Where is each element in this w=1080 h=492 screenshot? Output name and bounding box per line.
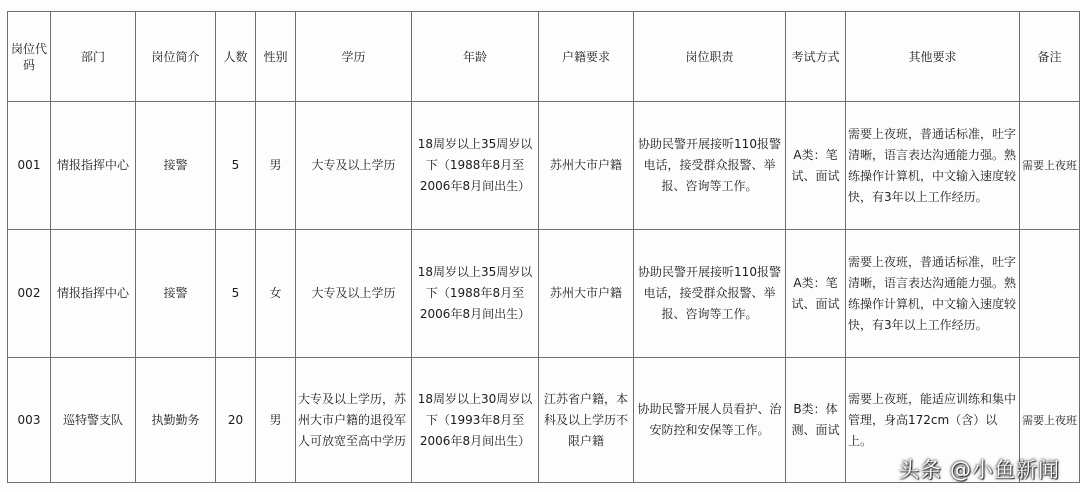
- cell-other: 需要上夜班，能适应训练和集中管理，身高172cm（含）以上。: [846, 358, 1020, 483]
- cell-duty: 协助民警开展接听110报警电话，接受群众报警、举报、咨询等工作。: [634, 102, 786, 230]
- cell-edu: 大专及以上学历: [296, 230, 412, 358]
- cell-hukou: 苏州大市户籍: [539, 230, 634, 358]
- cell-note: 需要上夜班: [1020, 102, 1080, 230]
- cell-note: 需要上夜班: [1020, 358, 1080, 483]
- cell-exam: A类：笔试、面试: [786, 102, 846, 230]
- header-dept: 部门: [51, 12, 136, 102]
- header-gender: 性别: [256, 12, 296, 102]
- cell-duty: 协助民警开展接听110报警电话，接受群众报警、举报、咨询等工作。: [634, 230, 786, 358]
- table-row: [8, 230, 1080, 358]
- cell-gender: 男: [256, 102, 296, 230]
- table-row: [8, 102, 1080, 230]
- cell-dept: 情报指挥中心: [51, 230, 136, 358]
- header-note: 备注: [1020, 12, 1080, 102]
- cell-code: 002: [8, 230, 51, 358]
- cell-hukou: 江苏省户籍，本科及以上学历不限户籍: [539, 358, 634, 483]
- cell-count: 20: [216, 358, 256, 483]
- cell-intro: 接警: [136, 102, 216, 230]
- header-edu: 学历: [296, 12, 412, 102]
- cell-gender: 女: [256, 230, 296, 358]
- cell-intro: 接警: [136, 230, 216, 358]
- header-age: 年龄: [412, 12, 539, 102]
- cell-other: 需要上夜班，普通话标准，吐字清晰，语言表达沟通能力强。熟练操作计算机，中文输入速度较快，有3年以上工作经历。: [846, 102, 1020, 230]
- cell-dept: 巡特警支队: [51, 358, 136, 483]
- header-duty: 岗位职责: [634, 12, 786, 102]
- cell-exam: B类：体测、面试: [786, 358, 846, 483]
- header-row: [8, 12, 1080, 102]
- cell-dept: 情报指挥中心: [51, 102, 136, 230]
- cell-age: 18周岁以上35周岁以下（1988年8月至2006年8月间出生）: [412, 230, 539, 358]
- cell-gender: 男: [256, 358, 296, 483]
- cell-hukou: 苏州大市户籍: [539, 102, 634, 230]
- cell-count: 5: [216, 230, 256, 358]
- cell-duty: 协助民警开展人员看护、治安防控和安保等工作。: [634, 358, 786, 483]
- header-exam: 考试方式: [786, 12, 846, 102]
- header-other: 其他要求: [846, 12, 1020, 102]
- header-code: 岗位代码: [8, 12, 51, 102]
- cell-code: 001: [8, 102, 51, 230]
- cell-intro: 执勤勤务: [136, 358, 216, 483]
- cell-age: 18周岁以上35周岁以下（1988年8月至2006年8月间出生）: [412, 102, 539, 230]
- header-hukou: 户籍要求: [539, 12, 634, 102]
- header-count: 人数: [216, 12, 256, 102]
- cell-age: 18周岁以上30周岁以下（1993年8月至2006年8月间出生）: [412, 358, 539, 483]
- cell-count: 5: [216, 102, 256, 230]
- cell-exam: A类：笔试、面试: [786, 230, 846, 358]
- recruitment-table: [7, 11, 1080, 483]
- header-intro: 岗位简介: [136, 12, 216, 102]
- cell-edu: 大专及以上学历: [296, 102, 412, 230]
- watermark: 头条 @小鱼新闻: [898, 458, 1060, 482]
- cell-other: 需要上夜班，普通话标准，吐字清晰，语言表达沟通能力强。熟练操作计算机，中文输入速度较快，有3年以上工作经历。: [846, 230, 1020, 358]
- cell-edu: 大专及以上学历，苏州大市户籍的退役军人可放宽至高中学历: [296, 358, 412, 483]
- cell-code: 003: [8, 358, 51, 483]
- cell-note: [1020, 230, 1080, 358]
